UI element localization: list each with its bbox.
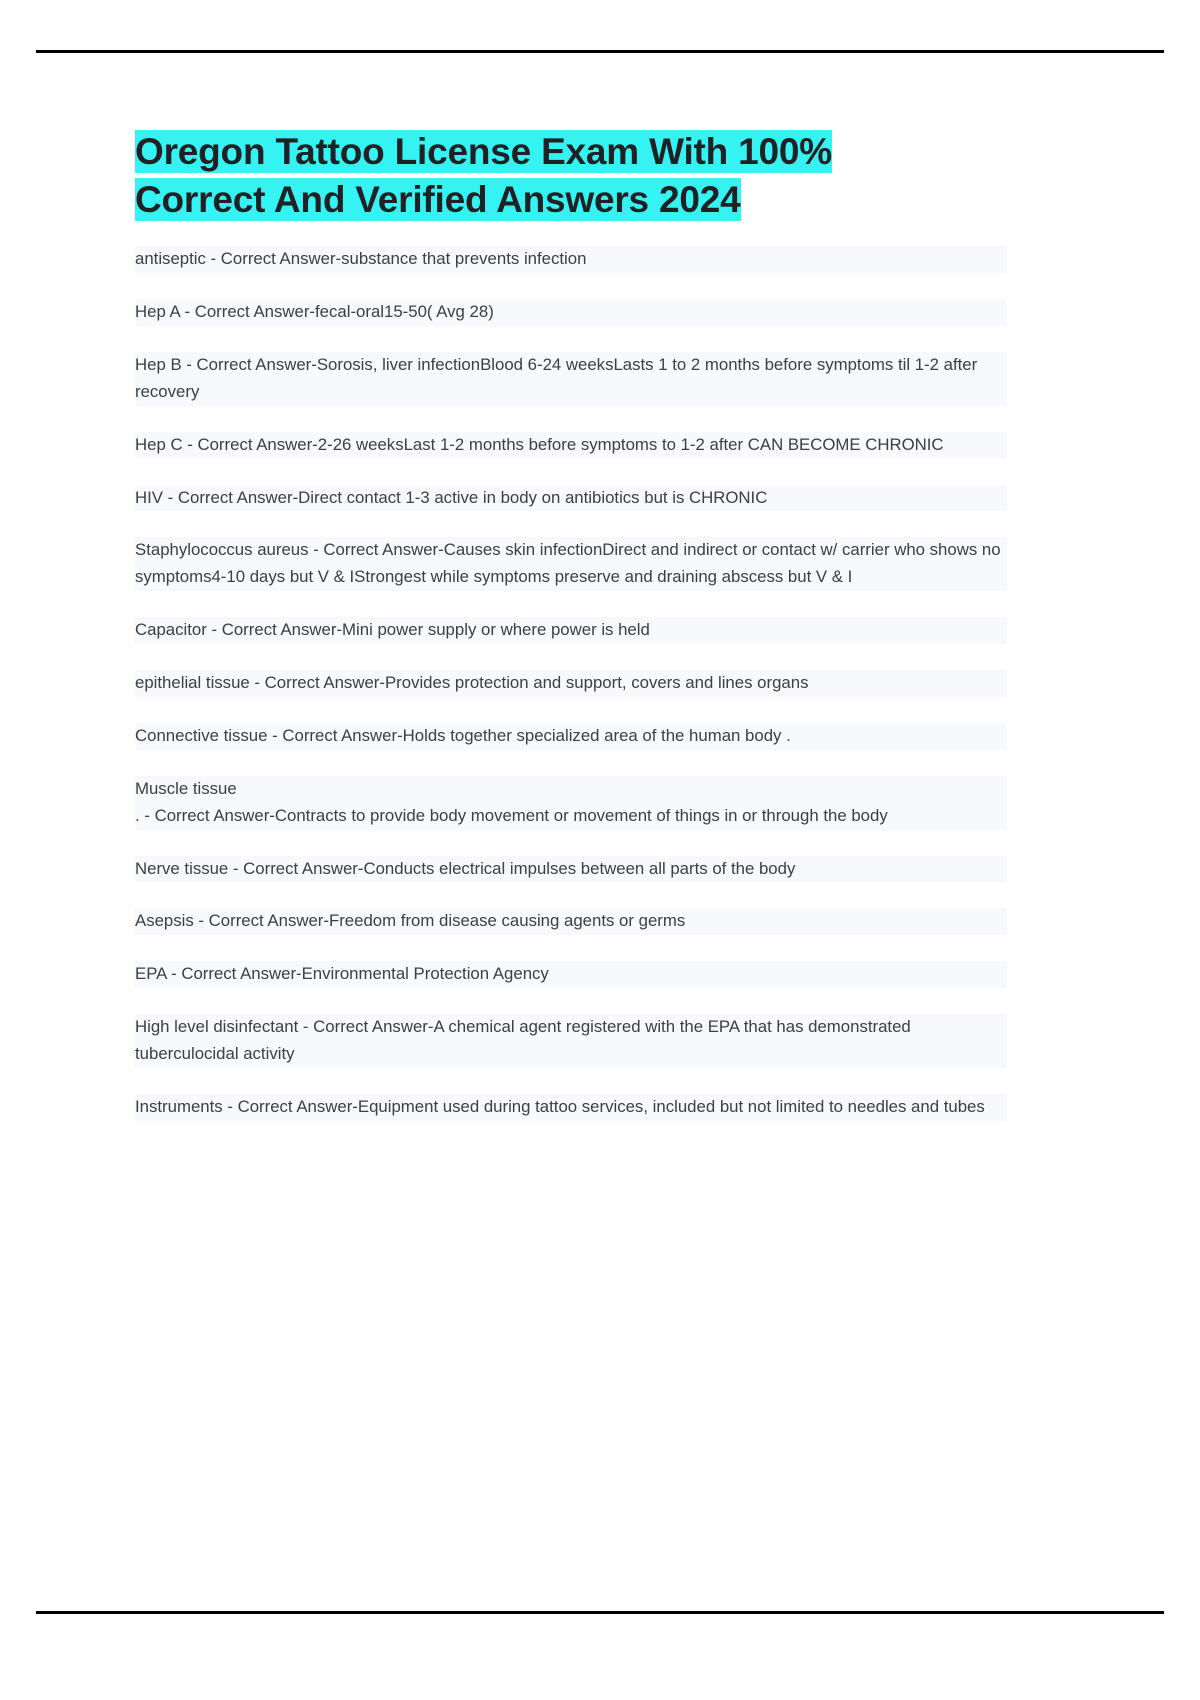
qa-entry: antiseptic - Correct Answer-substance that prevents infection — [135, 246, 1007, 273]
footer-divider — [36, 1611, 1164, 1614]
qa-entry: epithelial tissue - Correct Answer-Provides protection and support, covers and lines organs — [135, 670, 1007, 697]
qa-entry-muscle-tissue-line-2: . - Correct Answer-Contracts to provide body movement or movement of things in or through the body — [135, 805, 888, 825]
header-divider — [36, 50, 1164, 53]
qa-entry: Connective tissue - Correct Answer-Holds together specialized area of the human body . — [135, 723, 1007, 750]
qa-entry: Hep C - Correct Answer-2-26 weeksLast 1-2 months before symptoms to 1-2 after CAN BECOME CHRONIC — [135, 432, 1007, 459]
page-title-line-2: Correct And Verified Answers 2024 — [135, 179, 741, 221]
qa-entry: Instruments - Correct Answer-Equipment used during tattoo services, included but not limited to needles and tubes — [135, 1094, 1007, 1121]
qa-entry: Asepsis - Correct Answer-Freedom from disease causing agents or germs — [135, 908, 1007, 935]
qa-entry: EPA - Correct Answer-Environmental Protection Agency — [135, 961, 1007, 988]
qa-entry: Staphylococcus aureus - Correct Answer-Causes skin infectionDirect and indirect or contact w/ carrier who shows no symptoms4-10 days but V & IStrongest while symptoms preserve and draining abscess but V & I — [135, 537, 1007, 591]
qa-entry-muscle-tissue — [135, 776, 1007, 830]
document-content — [135, 128, 1015, 1121]
qa-entry-muscle-tissue-line-1: Muscle tissue — [135, 778, 237, 798]
qa-entry: Nerve tissue - Correct Answer-Conducts electrical impulses between all parts of the body — [135, 856, 1007, 883]
qa-entry: Hep A - Correct Answer-fecal-oral15-50( Avg 28) — [135, 299, 1007, 326]
page-title-line-1: Oregon Tattoo License Exam With 100% — [135, 131, 832, 172]
page-title — [135, 128, 1015, 224]
qa-entry: Capacitor - Correct Answer-Mini power supply or where power is held — [135, 617, 1007, 644]
qa-entry: High level disinfectant - Correct Answer-A chemical agent registered with the EPA that has demonstrated tuberculocidal activity — [135, 1014, 1007, 1068]
qa-entry: HIV - Correct Answer-Direct contact 1-3 active in body on antibiotics but is CHRONIC — [135, 485, 1007, 512]
qa-entry: Hep B - Correct Answer-Sorosis, liver infectionBlood 6-24 weeksLasts 1 to 2 months before symptoms til 1-2 after recovery — [135, 352, 1007, 406]
